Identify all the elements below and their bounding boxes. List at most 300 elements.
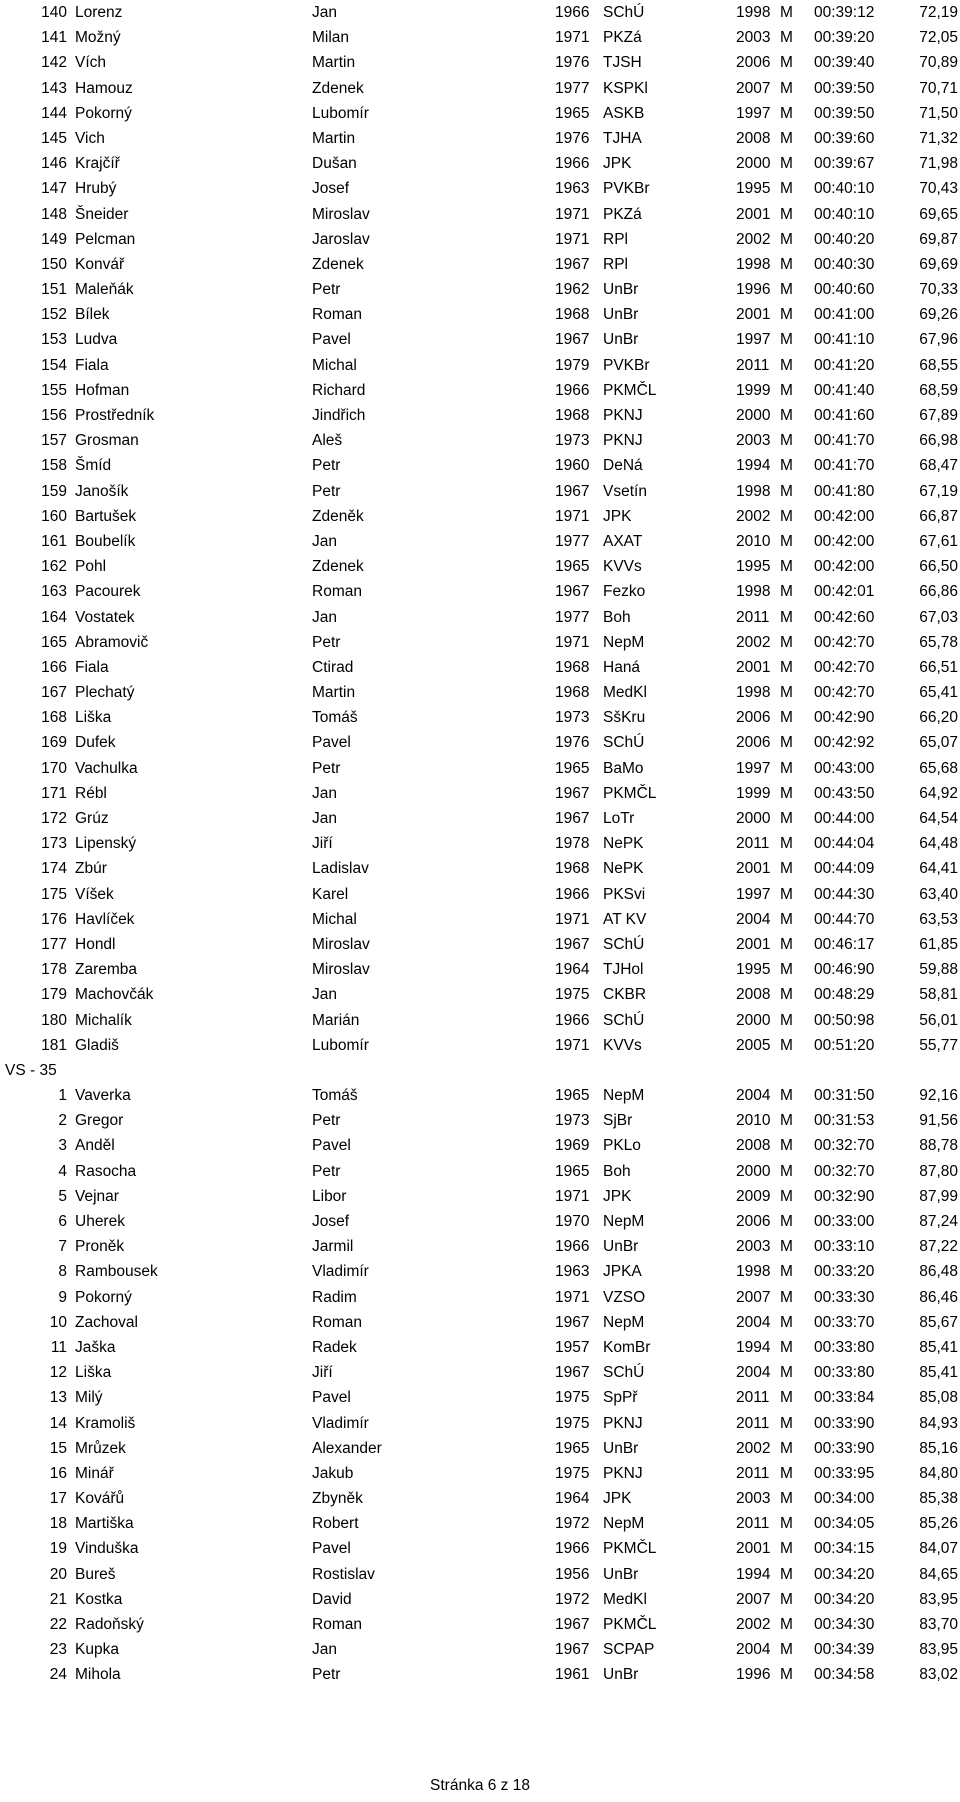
position-cell: 153 <box>41 331 67 349</box>
birth-year-cell: 1979 <box>555 356 590 374</box>
club-cell: PKMČL <box>603 1540 657 1558</box>
time-cell: 00:32:70 <box>814 1137 875 1155</box>
position-cell: 144 <box>41 104 67 122</box>
table-row <box>0 957 960 982</box>
birth-year-cell: 1971 <box>555 1187 590 1205</box>
birth-year-cell: 1971 <box>555 29 590 47</box>
table-row <box>0 932 960 957</box>
season-year-cell: 2004 <box>736 1364 771 1382</box>
season-year-cell: 1997 <box>736 331 771 349</box>
birth-year-cell: 1967 <box>555 1313 590 1331</box>
time-cell: 00:44:30 <box>814 885 875 903</box>
club-cell: KVVs <box>603 558 642 576</box>
club-cell: SChÚ <box>603 734 645 752</box>
surname-cell: Havlíček <box>75 910 135 928</box>
first-name-cell: Roman <box>312 306 362 324</box>
category-cell: M <box>780 432 793 450</box>
first-name-cell: Miroslav <box>312 935 370 953</box>
position-cell: 172 <box>41 810 67 827</box>
time-cell: 00:33:00 <box>814 1213 875 1230</box>
surname-cell: Maleňák <box>75 281 134 299</box>
surname-cell: Radoňský <box>75 1616 144 1633</box>
position-cell: 163 <box>41 583 67 601</box>
time-cell: 00:34:39 <box>814 1641 875 1659</box>
table-row <box>0 882 960 907</box>
time-cell: 00:41:70 <box>814 457 875 475</box>
club-cell: RPl <box>603 230 628 248</box>
season-year-cell: 2008 <box>736 1137 771 1155</box>
position-cell: 7 <box>58 1238 67 1256</box>
club-cell: PKMČL <box>603 784 657 802</box>
position-cell: 171 <box>41 784 67 802</box>
time-cell: 00:39:67 <box>814 155 875 173</box>
time-cell: 00:39:12 <box>814 4 875 21</box>
birth-year-cell: 1965 <box>555 1439 590 1457</box>
table-row <box>0 1360 960 1385</box>
surname-cell: Bureš <box>75 1565 116 1583</box>
season-year-cell: 1999 <box>736 784 771 802</box>
time-cell: 00:33:84 <box>814 1389 875 1407</box>
birth-year-cell: 1967 <box>555 1641 590 1659</box>
first-name-cell: Martin <box>312 129 356 147</box>
time-cell: 00:41:60 <box>814 407 875 424</box>
club-cell: PVKBr <box>603 180 650 198</box>
category-cell: M <box>780 1439 793 1457</box>
category-cell: M <box>780 1187 793 1205</box>
points-cell: 67,19 <box>919 482 958 500</box>
season-year-cell: 1998 <box>736 482 771 500</box>
club-cell: TJSH <box>603 54 642 72</box>
category-cell: M <box>780 4 793 21</box>
table-row <box>0 655 960 680</box>
surname-cell: Mihola <box>75 1666 121 1684</box>
table-row <box>0 982 960 1007</box>
category-cell: M <box>780 255 793 273</box>
position-cell: 156 <box>41 407 67 424</box>
table-row <box>0 302 960 327</box>
category-cell: M <box>780 1641 793 1659</box>
category-cell: M <box>780 709 793 727</box>
points-cell: 67,96 <box>919 331 958 349</box>
time-cell: 00:32:90 <box>814 1187 875 1205</box>
points-cell: 88,78 <box>919 1137 958 1155</box>
surname-cell: Víšek <box>75 885 114 903</box>
position-cell: 147 <box>41 180 67 198</box>
position-cell: 158 <box>41 457 67 475</box>
first-name-cell: Zbyněk <box>312 1490 363 1508</box>
club-cell: LoTr <box>603 810 635 827</box>
time-cell: 00:42:00 <box>814 507 875 525</box>
table-row <box>0 327 960 352</box>
time-cell: 00:31:53 <box>814 1112 875 1130</box>
position-cell: 6 <box>58 1213 67 1230</box>
club-cell: PKMČL <box>603 381 657 399</box>
points-cell: 87,80 <box>919 1162 958 1180</box>
time-cell: 00:50:98 <box>814 1011 875 1029</box>
club-cell: PKNJ <box>603 407 643 424</box>
table-row <box>0 1108 960 1133</box>
birth-year-cell: 1977 <box>555 79 590 97</box>
time-cell: 00:40:20 <box>814 230 875 248</box>
time-cell: 00:34:00 <box>814 1490 875 1508</box>
first-name-cell: Radek <box>312 1338 357 1356</box>
position-cell: 149 <box>41 230 67 248</box>
time-cell: 00:33:20 <box>814 1263 875 1281</box>
season-year-cell: 2003 <box>736 1490 771 1508</box>
surname-cell: Machovčák <box>75 986 154 1004</box>
time-cell: 00:41:20 <box>814 356 875 374</box>
time-cell: 00:42:01 <box>814 583 875 601</box>
surname-cell: Pokorný <box>75 1288 132 1306</box>
position-cell: 10 <box>49 1313 67 1331</box>
position-cell: 177 <box>41 935 67 953</box>
birth-year-cell: 1967 <box>555 331 590 349</box>
table-row <box>0 1133 960 1158</box>
category-cell: M <box>780 104 793 122</box>
table-row <box>0 353 960 378</box>
time-cell: 00:42:70 <box>814 684 875 702</box>
category-cell: M <box>780 734 793 752</box>
points-cell: 72,05 <box>919 29 958 47</box>
table-row <box>0 1562 960 1587</box>
time-cell: 00:33:70 <box>814 1313 875 1331</box>
season-year-cell: 2007 <box>736 1590 771 1608</box>
time-cell: 00:42:00 <box>814 532 875 550</box>
position-cell: 179 <box>41 986 67 1004</box>
table-row <box>0 101 960 126</box>
surname-cell: Rébl <box>75 784 107 802</box>
points-cell: 61,85 <box>919 935 958 953</box>
category-cell: M <box>780 1263 793 1281</box>
birth-year-cell: 1976 <box>555 734 590 752</box>
time-cell: 00:46:90 <box>814 961 875 979</box>
table-row <box>0 50 960 75</box>
table-row <box>0 781 960 806</box>
table-row <box>0 1536 960 1561</box>
birth-year-cell: 1971 <box>555 910 590 928</box>
birth-year-cell: 1975 <box>555 986 590 1004</box>
points-cell: 85,38 <box>919 1490 958 1508</box>
time-cell: 00:33:80 <box>814 1338 875 1356</box>
points-cell: 64,92 <box>919 784 958 802</box>
club-cell: SpPř <box>603 1389 638 1407</box>
surname-cell: Vostatek <box>75 608 135 626</box>
club-cell: KVVs <box>603 1036 642 1054</box>
surname-cell: Grosman <box>75 432 139 450</box>
points-cell: 68,55 <box>919 356 958 374</box>
position-cell: 21 <box>49 1590 67 1608</box>
time-cell: 00:33:30 <box>814 1288 875 1306</box>
club-cell: UnBr <box>603 281 639 299</box>
birth-year-cell: 1967 <box>555 1616 590 1633</box>
surname-cell: Vich <box>75 129 105 147</box>
position-cell: 5 <box>58 1187 67 1205</box>
position-cell: 8 <box>58 1263 67 1281</box>
first-name-cell: Dušan <box>312 155 357 173</box>
first-name-cell: Roman <box>312 1313 362 1331</box>
time-cell: 00:40:10 <box>814 180 875 198</box>
season-year-cell: 2001 <box>736 1540 771 1558</box>
table-row <box>0 1008 960 1033</box>
position-cell: 20 <box>49 1565 67 1583</box>
surname-cell: Rasocha <box>75 1162 137 1180</box>
birth-year-cell: 1961 <box>555 1666 590 1684</box>
first-name-cell: Jakub <box>312 1464 354 1482</box>
season-year-cell: 2011 <box>736 1464 770 1482</box>
table-row <box>0 1612 960 1637</box>
birth-year-cell: 1978 <box>555 835 590 853</box>
season-year-cell: 2004 <box>736 1641 771 1659</box>
category-cell: M <box>780 1590 793 1608</box>
table-row <box>0 1259 960 1284</box>
surname-cell: Liška <box>75 1364 112 1382</box>
surname-cell: Abramovič <box>75 633 149 651</box>
category-cell: M <box>780 633 793 651</box>
table-row <box>0 529 960 554</box>
first-name-cell: Zdenek <box>312 79 364 97</box>
season-year-cell: 2011 <box>736 1389 770 1407</box>
table-row <box>0 1310 960 1335</box>
surname-cell: Možný <box>75 29 121 47</box>
season-year-cell: 2000 <box>736 155 771 173</box>
first-name-cell: Marián <box>312 1011 360 1029</box>
season-year-cell: 1997 <box>736 759 771 777</box>
position-cell: 4 <box>58 1162 67 1180</box>
club-cell: Boh <box>603 1162 631 1180</box>
category-cell: M <box>780 1112 793 1130</box>
time-cell: 00:31:50 <box>814 1087 875 1105</box>
table-row <box>0 806 960 831</box>
time-cell: 00:41:40 <box>814 381 875 399</box>
position-cell: 181 <box>41 1036 67 1054</box>
table-row <box>0 605 960 630</box>
club-cell: Haná <box>603 658 641 676</box>
birth-year-cell: 1972 <box>555 1590 590 1608</box>
surname-cell: Hofman <box>75 381 130 399</box>
birth-year-cell: 1968 <box>555 658 590 676</box>
club-cell: SChÚ <box>603 1011 645 1029</box>
surname-cell: Pelcman <box>75 230 136 248</box>
club-cell: SChÚ <box>603 4 645 21</box>
surname-cell: Ludva <box>75 331 118 349</box>
points-cell: 64,54 <box>919 810 958 827</box>
category-cell: M <box>780 155 793 173</box>
first-name-cell: Lubomír <box>312 104 369 122</box>
section-header-row <box>0 1058 960 1083</box>
season-year-cell: 2002 <box>736 230 771 248</box>
time-cell: 00:41:10 <box>814 331 875 349</box>
club-cell: KomBr <box>603 1338 651 1356</box>
category-cell: M <box>780 54 793 72</box>
time-cell: 00:34:20 <box>814 1590 875 1608</box>
surname-cell: Dufek <box>75 734 116 752</box>
club-cell: TJHol <box>603 961 644 979</box>
club-cell: PKNJ <box>603 1414 643 1432</box>
first-name-cell: Martin <box>312 684 356 702</box>
table-row <box>0 403 960 428</box>
points-cell: 85,16 <box>919 1439 958 1457</box>
category-cell: M <box>780 29 793 47</box>
category-cell: M <box>780 784 793 802</box>
position-cell: 140 <box>41 4 67 21</box>
position-cell: 178 <box>41 961 67 979</box>
club-cell: DeNá <box>603 457 643 475</box>
birth-year-cell: 1968 <box>555 306 590 324</box>
birth-year-cell: 1970 <box>555 1213 590 1230</box>
surname-cell: Plechatý <box>75 684 135 702</box>
points-cell: 66,87 <box>919 507 958 525</box>
category-cell: M <box>780 986 793 1004</box>
table-row <box>0 1385 960 1410</box>
time-cell: 00:42:92 <box>814 734 875 752</box>
first-name-cell: Zdenek <box>312 558 364 576</box>
first-name-cell: Milan <box>312 29 350 47</box>
club-cell: SChÚ <box>603 935 645 953</box>
birth-year-cell: 1967 <box>555 482 590 500</box>
points-cell: 85,26 <box>919 1515 958 1533</box>
category-cell: M <box>780 961 793 979</box>
surname-cell: Zbúr <box>75 860 107 878</box>
first-name-cell: Jan <box>312 986 337 1004</box>
birth-year-cell: 1966 <box>555 1238 590 1256</box>
category-cell: M <box>780 658 793 676</box>
points-cell: 83,95 <box>919 1590 958 1608</box>
points-cell: 67,89 <box>919 407 958 424</box>
points-cell: 84,65 <box>919 1565 958 1583</box>
table-row <box>0 1486 960 1511</box>
birth-year-cell: 1966 <box>555 381 590 399</box>
first-name-cell: Richard <box>312 381 366 399</box>
surname-cell: Gregor <box>75 1112 124 1130</box>
season-year-cell: 2001 <box>736 860 771 878</box>
club-cell: NePK <box>603 860 644 878</box>
surname-cell: Pohl <box>75 558 107 576</box>
first-name-cell: Lubomír <box>312 1036 369 1054</box>
position-cell: 167 <box>41 684 67 702</box>
birth-year-cell: 1956 <box>555 1565 590 1583</box>
first-name-cell: Petr <box>312 457 341 475</box>
first-name-cell: Jan <box>312 4 337 21</box>
birth-year-cell: 1975 <box>555 1414 590 1432</box>
surname-cell: Hondl <box>75 935 116 953</box>
table-row <box>0 1285 960 1310</box>
points-cell: 70,43 <box>919 180 958 198</box>
birth-year-cell: 1957 <box>555 1338 590 1356</box>
surname-cell: Rambousek <box>75 1263 158 1281</box>
first-name-cell: Jiří <box>312 835 333 853</box>
first-name-cell: Petr <box>312 1112 341 1130</box>
surname-cell: Uherek <box>75 1213 125 1230</box>
club-cell: PKNJ <box>603 1464 643 1482</box>
time-cell: 00:46:17 <box>814 935 875 953</box>
season-year-cell: 2003 <box>736 432 771 450</box>
season-year-cell: 1998 <box>736 4 771 21</box>
category-cell: M <box>780 281 793 299</box>
category-cell: M <box>780 1616 793 1633</box>
position-cell: 150 <box>41 255 67 273</box>
surname-cell: Zaremba <box>75 961 138 979</box>
surname-cell: Šmíd <box>75 457 112 475</box>
club-cell: NepM <box>603 1515 645 1533</box>
club-cell: AT KV <box>603 910 647 928</box>
time-cell: 00:42:90 <box>814 709 875 727</box>
time-cell: 00:34:20 <box>814 1565 875 1583</box>
position-cell: 155 <box>41 381 67 399</box>
time-cell: 00:33:10 <box>814 1238 875 1256</box>
time-cell: 00:39:20 <box>814 29 875 47</box>
birth-year-cell: 1971 <box>555 633 590 651</box>
points-cell: 66,51 <box>919 658 958 676</box>
position-cell: 145 <box>41 129 67 147</box>
position-cell: 143 <box>41 79 67 97</box>
club-cell: Vsetín <box>603 482 647 500</box>
category-cell: M <box>780 1087 793 1105</box>
season-year-cell: 2002 <box>736 1616 771 1633</box>
table-row <box>0 227 960 252</box>
season-year-cell: 2000 <box>736 1011 771 1029</box>
season-year-cell: 1995 <box>736 961 771 979</box>
surname-cell: Pokorný <box>75 104 132 122</box>
category-cell: M <box>780 608 793 626</box>
time-cell: 00:43:50 <box>814 784 875 802</box>
position-cell: 14 <box>49 1414 67 1432</box>
time-cell: 00:33:90 <box>814 1414 875 1432</box>
first-name-cell: Jarmil <box>312 1238 354 1256</box>
position-cell: 162 <box>41 558 67 576</box>
category-cell: M <box>780 356 793 374</box>
birth-year-cell: 1966 <box>555 1011 590 1029</box>
time-cell: 00:39:50 <box>814 104 875 122</box>
category-cell: M <box>780 1389 793 1407</box>
birth-year-cell: 1966 <box>555 885 590 903</box>
club-cell: MedKl <box>603 1590 647 1608</box>
birth-year-cell: 1964 <box>555 1490 590 1508</box>
position-cell: 160 <box>41 507 67 525</box>
birth-year-cell: 1965 <box>555 759 590 777</box>
surname-cell: Šneider <box>75 205 129 223</box>
club-cell: JPKA <box>603 1263 642 1281</box>
birth-year-cell: 1971 <box>555 1288 590 1306</box>
club-cell: PKLo <box>603 1137 641 1155</box>
time-cell: 00:44:09 <box>814 860 875 878</box>
birth-year-cell: 1968 <box>555 684 590 702</box>
season-year-cell: 2000 <box>736 407 771 424</box>
surname-cell: Boubelík <box>75 532 136 550</box>
points-cell: 87,22 <box>919 1238 958 1256</box>
points-cell: 66,98 <box>919 432 958 450</box>
first-name-cell: Alexander <box>312 1439 382 1457</box>
table-row <box>0 1587 960 1612</box>
category-cell: M <box>780 1011 793 1029</box>
position-cell: 13 <box>49 1389 67 1407</box>
points-cell: 65,68 <box>919 759 958 777</box>
season-year-cell: 2005 <box>736 1036 771 1054</box>
birth-year-cell: 1967 <box>555 784 590 802</box>
surname-cell: Michalík <box>75 1011 132 1029</box>
club-cell: PKNJ <box>603 432 643 450</box>
first-name-cell: Petr <box>312 759 341 777</box>
position-cell: 2 <box>58 1112 67 1130</box>
category-cell: M <box>780 532 793 550</box>
category-cell: M <box>780 306 793 324</box>
points-cell: 68,59 <box>919 381 958 399</box>
season-year-cell: 2006 <box>736 709 771 727</box>
birth-year-cell: 1967 <box>555 810 590 827</box>
birth-year-cell: 1973 <box>555 709 590 727</box>
birth-year-cell: 1976 <box>555 54 590 72</box>
season-year-cell: 1999 <box>736 381 771 399</box>
position-cell: 159 <box>41 482 67 500</box>
